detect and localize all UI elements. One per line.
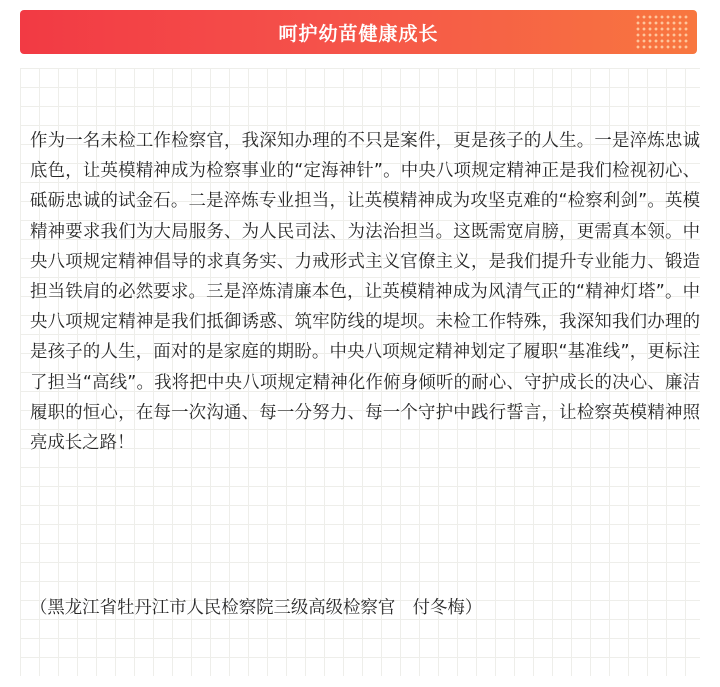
dot-pattern-decoration [635, 14, 689, 50]
article-body-paragraph: 作为一名未检工作检察官，我深知办理的不只是案件，更是孩子的人生。一是淬炼忠诚底色，让英模精神成为检察事业的“定海神针”。中央八项规定精神正是我们检视初心、砥砺忠诚的试金石。二是淬炼专业担当，让英模精神成为攻坚克难的“检察利剑”。英模精神要求我们为大局服务、为人民司法、为法治担当。这既需宽肩膀，更需真本领。中央八项规定精神倡导的求真务实、力戒形式主义官僚主义，是我们提升专业能力、锻造担当铁肩的必然要求。三是淬炼清廉本色，让英模精神成为风清气正的“精神灯塔”。中央八项规定精神是我们抵御诱惑、筑牢防线的堤坝。未检工作特殊，我深知我们办理的是孩子的人生，面对的是家庭的期盼。中央八项规定精神划定了履职“基准线”，更标注了担当“高线”。我将把中央八项规定精神化作俯身倾听的耐心、守护成长的决心、廉洁履职的恒心，在每一次沟通、每一分努力、每一个守护中践行誓言，让检察英模精神照亮成长之路！ [30, 131, 700, 454]
banner-title: 呵护幼苗健康成长 [278, 22, 439, 45]
author-signature: （黑龙江省牡丹江市人民检察院三级高级检察官 付冬梅） [30, 598, 483, 618]
title-banner [20, 10, 697, 54]
